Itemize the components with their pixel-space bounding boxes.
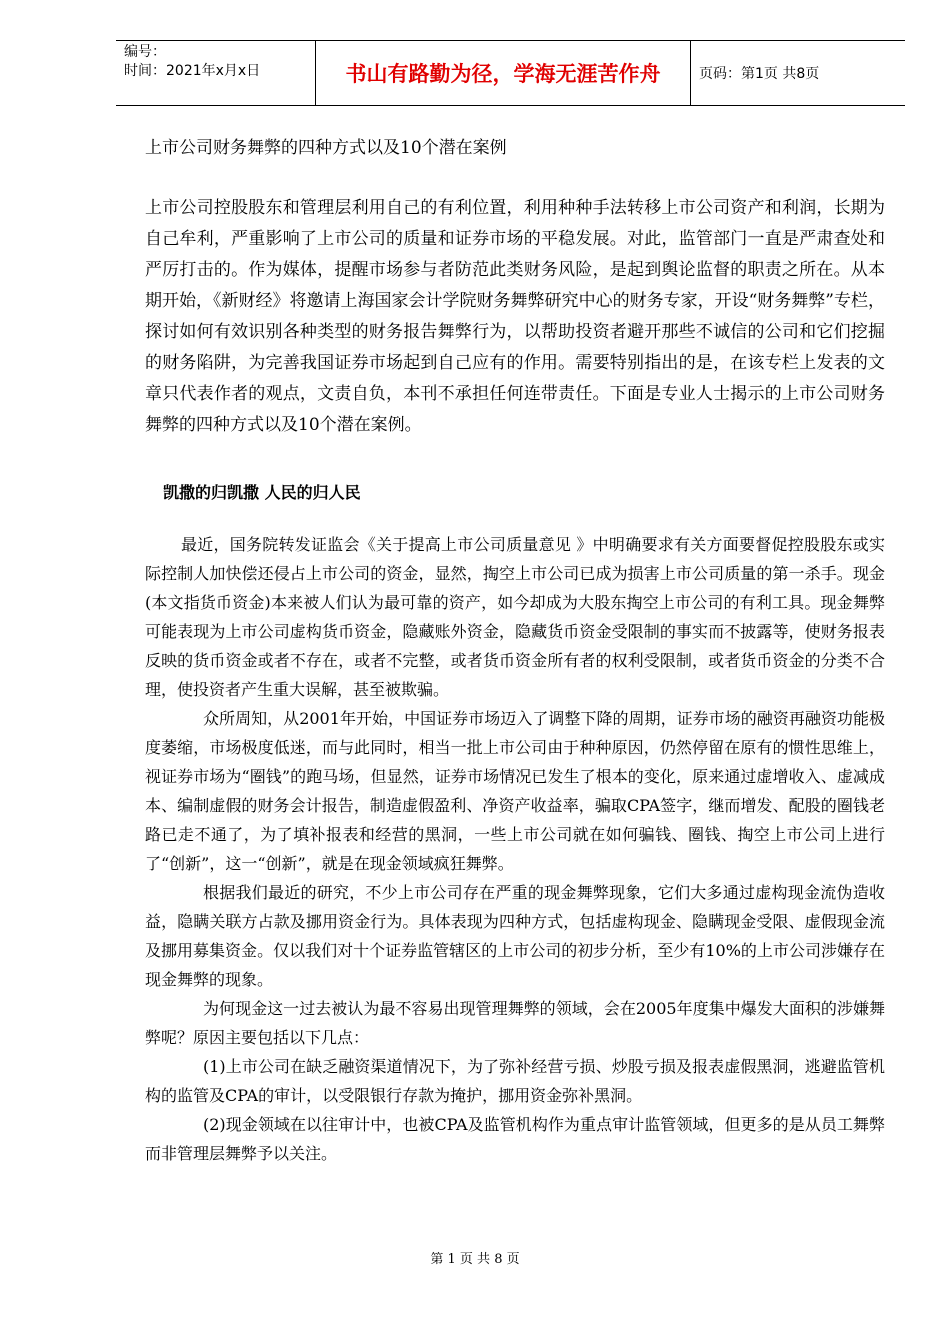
- article-body: [145, 530, 885, 1168]
- header-motto: 书山有路勤为径，学海无涯苦作舟: [315, 41, 691, 105]
- page-footer: 第 1 页 共 8 页: [430, 1252, 520, 1267]
- body-paragraph: (2)现金领域在以往审计中，也被CPA及监管机构作为重点审计监管领域，但更多的是从员工舞弊而非管理层舞弊予以关注。: [145, 1115, 885, 1163]
- document-title: 上市公司财务舞弊的四种方式以及10个潜在案例: [145, 138, 507, 158]
- body-paragraph: 最近，国务院转发证监会《关于提高上市公司质量意见 》中明确要求有关方面要督促控股股东或实际控制人加快偿还侵占上市公司的资金，显然，掏空上市公司已成为损害上市公司质量的第一杀手。现金(本文指货币资金)本来被人们认为最可靠的资产，如今却成为大股东掏空上市公司的有利工具。现金舞弊可能表现为上市公司虚构货币资金，隐藏账外资金，隐藏货币资金受限制的事实而不披露等，使财务报表反映的货币资金或者不存在，或者不完整，或者货币资金所有者的权利受限制，或者货币资金的分类不合理，使投资者产生重大误解，甚至被欺骗。: [145, 535, 885, 699]
- body-paragraph: 为何现金这一过去被认为最不容易出现管理舞弊的领域，会在2005年度集中爆发大面积的涉嫌舞弊呢？原因主要包括以下几点：: [145, 999, 885, 1047]
- intro-paragraph: 上市公司控股股东和管理层利用自己的有利位置，利用种种手法转移上市公司资产和利润，长期为自己牟利，严重影响了上市公司的质量和证券市场的平稳发展。对此，监管部门一直是严肃查处和严厉打击的。作为媒体，提醒市场参与者防范此类财务风险，是起到舆论监督的职责之所在。从本期开始，《新财经》将邀请上海国家会计学院财务舞弊研究中心的财务专家，开设“财务舞弊”专栏，探讨如何有效识别各种类型的财务报告舞弊行为，以帮助投资者避开那些不诚信的公司和它们挖掘的财务陷阱，为完善我国证券市场起到自己应有的作用。需要特别指出的是，在该专栏上发表的文章只代表作者的观点，文责自负，本刊不承担任何连带责任。下面是专业人士揭示的上市公司财务舞弊的四种方式以及10个潜在案例。: [145, 198, 885, 435]
- document-number-label: 编号：: [124, 44, 166, 60]
- header-meta: [116, 41, 315, 105]
- header-page-info: 页码：第1页 共8页: [699, 66, 820, 82]
- body-paragraph: 众所周知，从2001年开始，中国证券市场迈入了调整下降的周期，证券市场的融资再融资功能极度萎缩，市场极度低迷，而与此同时，相当一批上市公司由于种种原因，仍然停留在原有的惯性思维上，视证券市场为“圈钱”的跑马场，但显然，证券市场情况已发生了根本的变化，原来通过虚增收入、虚减成本、编制虚假的财务会计报告，制造虚假盈利、净资产收益率，骗取CPA签字，继而增发、配股的圈钱老路已走不通了，为了填补报表和经营的黑洞，一些上市公司就在如何骗钱、圈钱、掏空上市公司上进行了“创新”，这一“创新”，就是在现金领域疯狂舞弊。: [145, 709, 885, 873]
- body-paragraph: 根据我们最近的研究，不少上市公司存在严重的现金舞弊现象，它们大多通过虚构现金流伪造收益，隐瞒关联方占款及挪用资金行为。具体表现为四种方式，包括虚构现金、隐瞒现金受限、虚假现金流及挪用募集资金。仅以我们对十个证券监管辖区的上市公司的初步分析，至少有10%的上市公司涉嫌存在现金舞弊的现象。: [145, 883, 885, 989]
- document-time-label: 时间：2021年x月x日: [124, 63, 261, 79]
- header-table: [116, 40, 905, 106]
- body-paragraph: (1)上市公司在缺乏融资渠道情况下，为了弥补经营亏损、炒股亏损及报表虚假黑洞，逃避监管机构的监管及CPA的审计，以受限银行存款为掩护，挪用资金弥补黑洞。: [145, 1057, 885, 1105]
- section-heading: 凯撒的归凯撒 人民的归人民: [163, 483, 361, 502]
